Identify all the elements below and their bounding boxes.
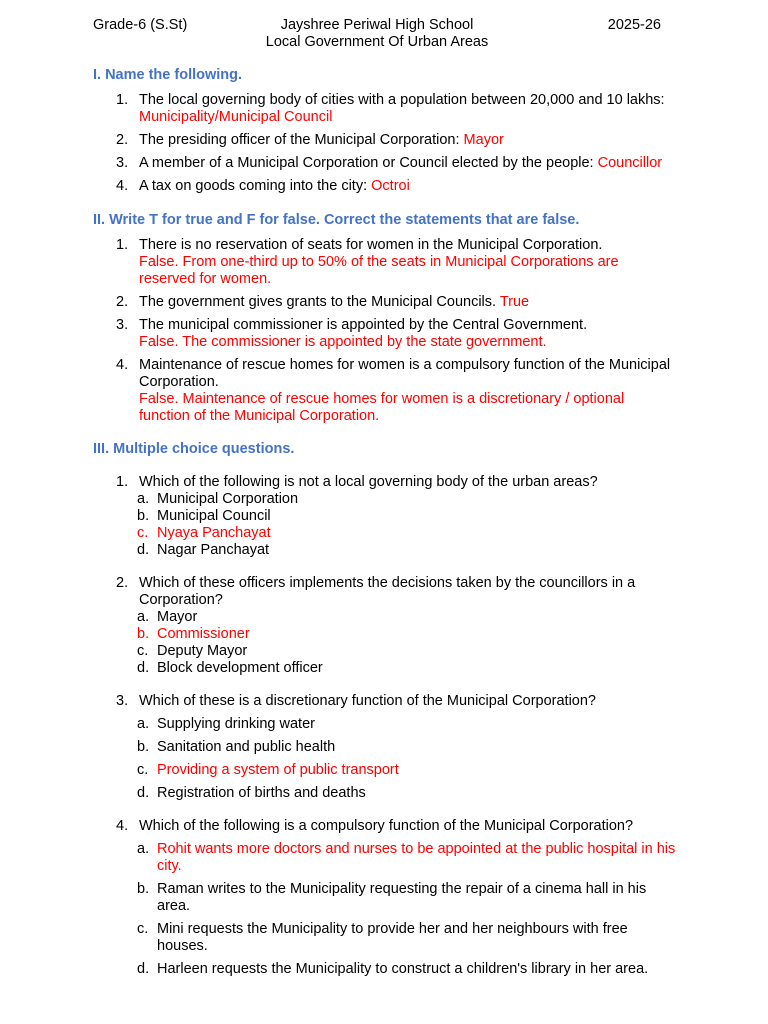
section-true-false	[93, 237, 678, 425]
answer-text: False. Maintenance of rescue homes for women is a discretionary / optional function of the Municipal Corporation.	[139, 391, 625, 424]
topic-title: Local Government Of Urban Areas	[265, 34, 489, 50]
option-letter: c.	[137, 525, 149, 541]
option-text: Municipal Council	[157, 508, 271, 524]
grade-label: Grade-6 (S.St)	[93, 17, 188, 33]
section-title-name-following: I. Name the following.	[93, 67, 243, 83]
option-a-correct	[93, 841, 678, 875]
item-number: 2.	[116, 575, 129, 591]
option-c-correct	[93, 762, 678, 779]
option-letter: d.	[137, 542, 150, 558]
question-text: The presiding officer of the Municipal Corporation:	[139, 132, 464, 148]
item-number: 1.	[116, 92, 129, 108]
option-text: Deputy Mayor	[157, 643, 248, 659]
question-stem	[93, 474, 678, 491]
option-b	[93, 508, 678, 525]
school-name: Jayshree Periwal High School	[280, 17, 474, 33]
option-text: Supplying drinking water	[157, 716, 315, 732]
option-letter: d.	[137, 660, 150, 676]
options-list	[93, 609, 678, 677]
option-a	[93, 491, 678, 508]
option-text: Registration of births and deaths	[157, 785, 366, 801]
option-text: Raman writes to the Municipality requesting the repair of a cinema hall in his area.	[157, 881, 647, 914]
mcq-question	[93, 693, 678, 802]
session-year: 2025-26	[607, 17, 661, 33]
question-text: Which of these is a discretionary function of the Municipal Corporation?	[139, 693, 596, 709]
option-letter: c.	[137, 921, 149, 937]
option-letter: d.	[137, 785, 150, 801]
option-d	[93, 660, 678, 677]
option-letter: a.	[137, 716, 150, 732]
option-text: Rohit wants more doctors and nurses to be appointed at the public hospital in his city.	[157, 841, 676, 874]
list-item	[93, 155, 678, 172]
option-c	[93, 921, 678, 955]
list-item	[93, 357, 678, 425]
answer-text: Octroi	[371, 178, 410, 194]
option-d	[93, 785, 678, 802]
item-number: 3.	[116, 317, 129, 333]
option-b	[93, 739, 678, 756]
worksheet-content	[93, 67, 678, 994]
item-number: 1.	[116, 474, 129, 490]
header-center	[93, 17, 661, 51]
option-c	[93, 643, 678, 660]
option-text: Mayor	[157, 609, 198, 625]
item-number: 4.	[116, 818, 129, 834]
item-number: 3.	[116, 693, 129, 709]
mcq-question	[93, 575, 678, 677]
statement-text: The government gives grants to the Municipal Councils.	[139, 294, 500, 310]
item-number: 3.	[116, 155, 129, 171]
answer-text: True	[499, 294, 530, 310]
question-text: A member of a Municipal Corporation or Council elected by the people:	[139, 155, 598, 171]
item-number: 1.	[116, 237, 129, 253]
answer-text: Councillor	[597, 155, 663, 171]
option-b-correct	[93, 626, 678, 643]
item-number: 2.	[116, 294, 129, 310]
statement-text: Maintenance of rescue homes for women is a compulsory function of the Municipal Corporation.	[139, 357, 671, 390]
list-item	[93, 92, 678, 126]
option-text: Nagar Panchayat	[157, 542, 270, 558]
question-text: Which of the following is a compulsory function of the Municipal Corporation?	[139, 818, 634, 834]
question-text: A tax on goods coming into the city:	[139, 178, 372, 194]
statement-text: The municipal commissioner is appointed by the Central Government.	[139, 317, 588, 333]
list-item	[93, 294, 678, 311]
option-letter: b.	[137, 508, 150, 524]
section-title-true-false: II. Write T for true and F for false. Correct the statements that are false.	[93, 212, 580, 228]
option-text: Providing a system of public transport	[157, 762, 399, 778]
question-text: Which of the following is not a local governing body of the urban areas?	[139, 474, 598, 490]
option-letter: b.	[137, 739, 150, 755]
list-item	[93, 132, 678, 149]
page-header	[93, 17, 661, 53]
answer-text: False. From one-third up to 50% of the seats in Municipal Corporations are reserved for women.	[139, 254, 619, 287]
item-number: 2.	[116, 132, 129, 148]
list-item	[93, 237, 678, 288]
question-text: Which of these officers implements the decisions taken by the councillors in a Corporation?	[139, 575, 636, 608]
option-letter: c.	[137, 643, 149, 659]
option-a	[93, 716, 678, 733]
item-number: 4.	[116, 178, 129, 194]
option-letter: b.	[137, 881, 150, 897]
section-title-mcq: III. Multiple choice questions.	[93, 441, 295, 457]
statement-text: There is no reservation of seats for women in the Municipal Corporation.	[139, 237, 603, 253]
question-stem	[93, 693, 678, 710]
answer-text: Mayor	[463, 132, 504, 148]
option-d	[93, 961, 678, 978]
list-item	[93, 178, 678, 195]
answer-text: False. The commissioner is appointed by the state government.	[139, 334, 547, 350]
option-letter: a.	[137, 609, 150, 625]
section-name-following	[93, 92, 678, 195]
option-text: Nyaya Panchayat	[157, 525, 271, 541]
mcq-question	[93, 818, 678, 978]
list-item	[93, 317, 678, 351]
section-mcq	[93, 474, 678, 978]
option-d	[93, 542, 678, 559]
option-c-correct	[93, 525, 678, 542]
option-letter: a.	[137, 491, 150, 507]
question-stem	[93, 818, 678, 835]
option-letter: d.	[137, 961, 150, 977]
question-stem	[93, 575, 678, 609]
option-b	[93, 881, 678, 915]
option-text: Sanitation and public health	[157, 739, 336, 755]
option-text: Block development officer	[157, 660, 323, 676]
option-letter: c.	[137, 762, 149, 778]
mcq-question	[93, 474, 678, 559]
options-list	[93, 716, 678, 802]
option-letter: b.	[137, 626, 150, 642]
options-list	[93, 841, 678, 978]
options-list	[93, 491, 678, 559]
option-text: Mini requests the Municipality to provide her and her neighbours with free houses.	[157, 921, 628, 954]
option-text: Harleen requests the Municipality to construct a children's library in her area.	[157, 961, 649, 977]
option-letter: a.	[137, 841, 150, 857]
option-text: Municipal Corporation	[157, 491, 299, 507]
option-a	[93, 609, 678, 626]
question-text: The local governing body of cities with a population between 20,000 and 10 lakhs:	[139, 92, 665, 108]
answer-text: Municipality/Municipal Council	[139, 109, 333, 125]
item-number: 4.	[116, 357, 129, 373]
option-text: Commissioner	[157, 626, 250, 642]
